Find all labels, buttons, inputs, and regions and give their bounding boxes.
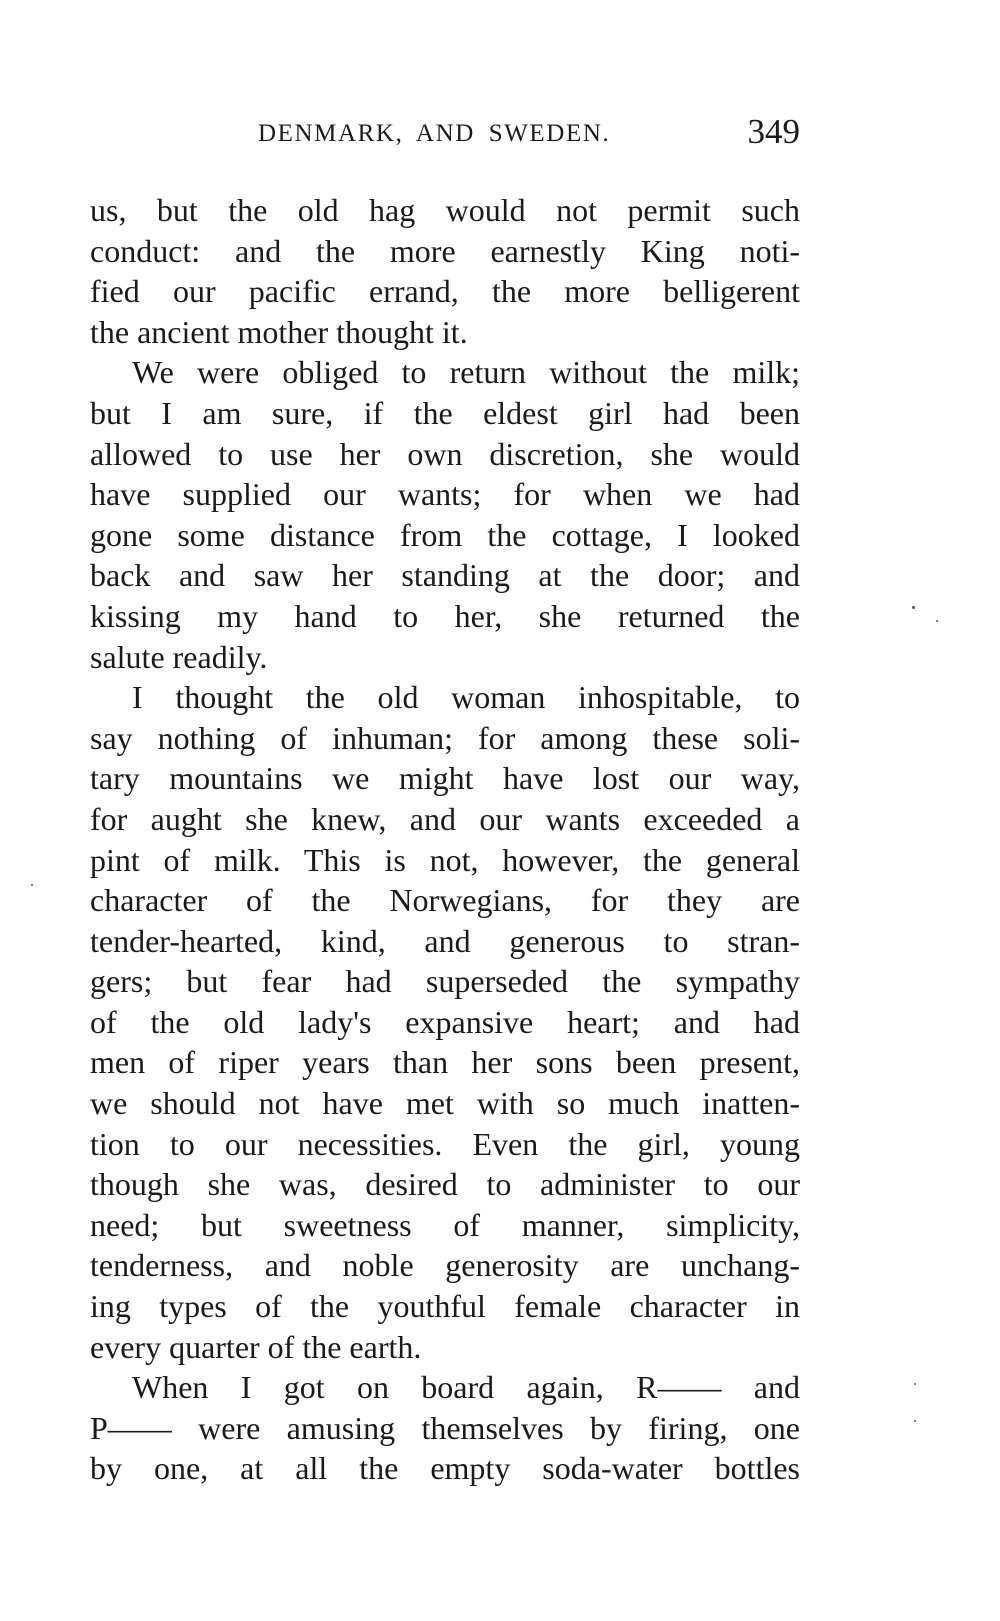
text-line: fied our pacific errand, the more belligerent xyxy=(90,273,800,310)
text-line: allowed to use her own discretion, she would xyxy=(90,435,800,472)
scan-speck xyxy=(936,620,938,622)
text-line: salute readily. xyxy=(90,638,268,675)
text-line: the ancient mother thought it. xyxy=(90,313,468,350)
text-line: we should not have met with so much inatten- xyxy=(90,1085,800,1122)
text-line: every quarter of the earth. xyxy=(90,1328,422,1365)
paragraph-start-line: We were obliged to return without the milk; xyxy=(132,354,800,391)
paragraph-start-line: I thought the old woman inhospitable, to xyxy=(132,679,800,716)
text-line: pint of milk. This is not, however, the general xyxy=(90,841,800,878)
scan-speck xyxy=(912,606,915,609)
text-line: tion to our necessities. Even the girl, young xyxy=(90,1125,800,1162)
text-line: tary mountains we might have lost our way, xyxy=(90,760,800,797)
page-number: 349 xyxy=(747,112,800,151)
text-line: conduct: and the more earnestly King noti- xyxy=(90,232,800,269)
text-line: us, but the old hag would not permit such xyxy=(90,192,800,228)
text-line: have supplied our wants; for when we had xyxy=(90,476,800,513)
scan-speck xyxy=(914,1383,916,1385)
text-line: say nothing of inhuman; for among these soli- xyxy=(90,719,800,756)
running-head xyxy=(90,112,800,152)
text-line: character of the Norwegians, for they are xyxy=(90,882,800,919)
text-line: by one, at all the empty soda-water bottles xyxy=(90,1450,800,1487)
text-line: but I am sure, if the eldest girl had been xyxy=(90,394,800,431)
text-line: ing types of the youthful female character in xyxy=(90,1288,800,1325)
paragraph-start-line: When I got on board again, R—— and xyxy=(132,1369,800,1406)
text-line: back and saw her standing at the door; and xyxy=(90,557,800,594)
text-line: P—— were amusing themselves by firing, one xyxy=(90,1409,800,1446)
body-text xyxy=(90,190,800,1489)
scan-speck xyxy=(31,884,33,886)
text-line: of the old lady's expansive heart; and had xyxy=(90,1003,800,1040)
scan-speck xyxy=(914,1420,916,1422)
text-line: kissing my hand to her, she returned the xyxy=(90,597,800,634)
text-line: need; but sweetness of manner, simplicity, xyxy=(90,1206,800,1243)
running-title: DENMARK, AND SWEDEN. xyxy=(258,120,611,147)
text-line: though she was, desired to administer to our xyxy=(90,1166,800,1203)
text-line: gers; but fear had superseded the sympathy xyxy=(90,963,800,1000)
text-line: tender-hearted, kind, and generous to stran- xyxy=(90,922,800,959)
text-line: for aught she knew, and our wants exceeded a xyxy=(90,800,800,837)
text-line: tenderness, and noble generosity are unchang- xyxy=(90,1247,800,1284)
text-line: gone some distance from the cottage, I looked xyxy=(90,516,800,553)
text-line: men of riper years than her sons been present, xyxy=(90,1044,800,1081)
